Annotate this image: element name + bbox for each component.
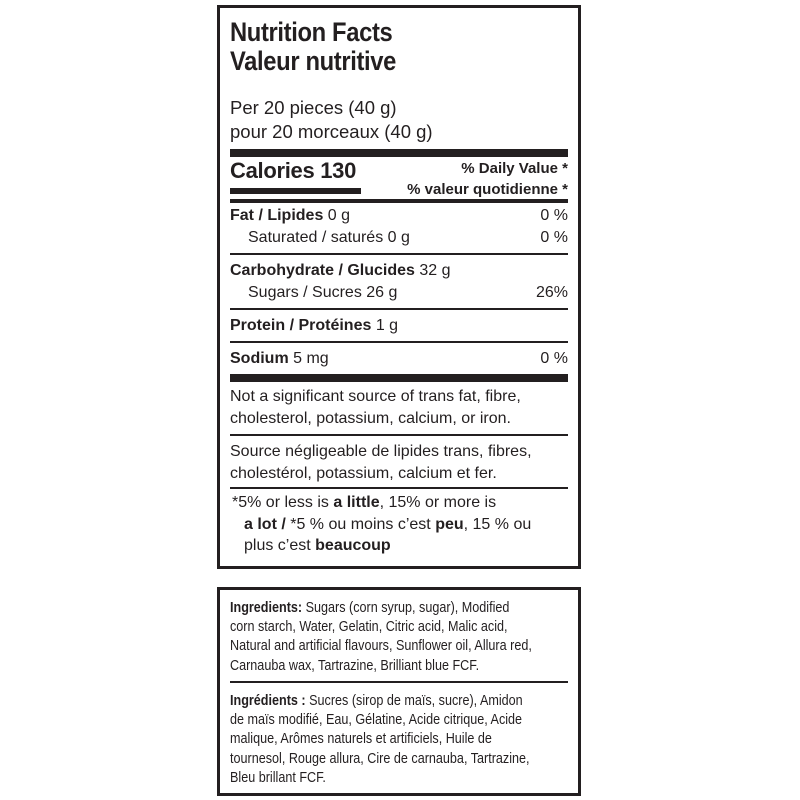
nutrient-percent: 0 % [540,207,568,224]
ingredients-line: Sugars (corn syrup, sugar), Modified [302,599,510,616]
divider-thick [230,374,568,382]
ingredients-line: malique, Arômes naturels et artificiels, Huile de [230,730,492,748]
nutrient-amount: 32 g [419,262,451,279]
nutrient-row-saturated [230,228,568,248]
daily-value-french: % valeur quotidienne * [407,181,568,198]
nutrient-amount: 5 mg [293,350,329,367]
serving-english: Per 20 pieces (40 g) [230,97,397,118]
nutrient-label: Sugars / Sucres [248,284,362,301]
calories-label: Calories [230,158,315,183]
note-french [230,441,568,484]
nutrient-label: Sodium [230,350,289,367]
ingredients-panel [217,587,581,796]
ingredients-label: Ingredients: [230,599,303,616]
calories-line [230,158,356,184]
divider [230,341,568,343]
serving-french: pour 20 morceaux (40 g) [230,121,433,142]
nutrient-amount: 0 g [327,207,351,224]
daily-value-header [407,158,568,200]
ingredients-line: Carnauba wax, Tartrazine, Brilliant blue FCF. [230,656,480,674]
footnote-emphasis: beaucoup [315,537,391,554]
nutrient-row-fat [230,206,568,226]
calories-underline [230,188,361,194]
ingredients-french [230,691,560,787]
nutrient-label: Carbohydrate / Glucides [230,262,415,279]
daily-value-english: % Daily Value * [461,160,568,177]
nutrient-percent: 26% [535,284,568,301]
ingredients-line: Natural and artificial flavours, Sunflower oil, Allura red, [230,637,532,655]
nutrient-row-carbohydrate [230,261,568,281]
nutrient-row-sugars [230,283,568,303]
nutrient-percent: 0 % [540,229,568,246]
note-line: Not a significant source of trans fat, fibre, [230,388,521,405]
footnote-emphasis: a lot / [244,515,291,533]
nutrient-row-sodium [230,349,568,369]
nutrient-label: Saturated / saturés [248,229,384,246]
footnote-text: , 15% or more is [379,494,497,511]
daily-value-footnote [232,492,568,557]
ingredients-line: de maïs modifié, Eau, Gélatine, Acide citrique, Acide [230,711,523,729]
divider-medium [230,199,568,203]
serving-size [230,96,433,144]
nutrient-row-protein [230,316,568,336]
divider [230,253,568,255]
title-french: Valeur nutritive [230,46,397,76]
divider [230,434,568,436]
title-english: Nutrition Facts [230,17,393,47]
note-english [230,386,568,429]
calories-value: 130 [320,158,357,183]
footnote-text: , 15 % ou [463,515,532,533]
ingredients-label: Ingrédients : [230,692,306,709]
footnote-emphasis: peu [435,515,464,533]
nutrient-label: Fat / Lipides [230,207,324,224]
note-line: cholesterol, potassium, calcium, or iron. [230,409,511,427]
nutrient-amount: 26 g [366,284,398,301]
nutrient-amount: 0 g [387,229,410,246]
ingredients-english [230,598,560,675]
footnote-text: *5% or less is [232,494,334,511]
ingredients-line: Sucres (sirop de maïs, sucre), Amidon [305,692,523,709]
divider-thick [230,149,568,157]
footnote-emphasis: a little [333,494,380,511]
divider [230,308,568,310]
ingredients-line: corn starch, Water, Gelatin, Citric acid, Malic acid, [230,618,508,636]
nutrient-label: Protein / Protéines [230,317,372,334]
nutrient-amount: 1 g [375,317,399,334]
note-line: cholestérol, potassium, calcium et fer. [230,464,497,482]
footnote-text: plus c’est [244,537,316,554]
note-line: Source négligeable de lipides trans, fibres, [230,443,532,460]
divider [230,681,568,683]
ingredients-line: tournesol, Rouge allura, Cire de carnauba, Tartrazine, [230,749,530,767]
panel-title [230,18,396,76]
divider [230,487,568,489]
nutrient-percent: 0 % [540,350,568,367]
nutrition-facts-panel [217,5,581,569]
footnote-text: *5 % ou moins c’est [290,515,436,533]
ingredients-line: Bleu brillant FCF. [230,768,326,786]
